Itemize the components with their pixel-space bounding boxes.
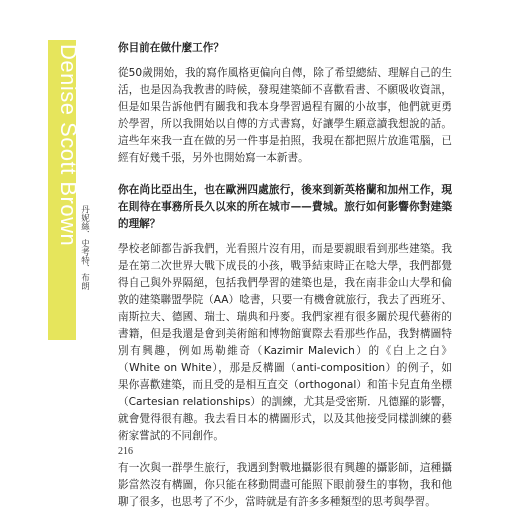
side-subtitle: 丹妮絲．史考特．布朗 xyxy=(79,205,90,290)
paragraph-gap xyxy=(118,445,452,460)
answer-1: 從50歲開始，我的寫作風格更偏向自傳，除了希望總結、理解自己的生活，也是因為我教書的時候，發現建築師不喜歡看書、不願吸收資訊，但是如果告訴他們有關我和我本身學習過程有關的小故事，他們就更勇於學習，所以我開始以自傳的方式書寫，好讓學生願意讀我想說的話。這些年來我一直在做的另一件事是拍照，我現在都把照片放進電腦，已經有好幾千張，另外也開始寫一本新書。 xyxy=(118,67,452,164)
page-number: 216 xyxy=(118,446,133,457)
answer-2: 學校老師都告訴我們，光看照片沒有用，而是要親眼看到那些建築。我是在第二次世界大戰下成長的小孩，戰爭結束時正在唸大學，我們都覺得自己與外界隔絕，包括我們學習的建築也是，我在南非金山大學和倫敦的建築聯盟學院（AA）唸書，只要一有機會就旅行，我去了西班牙、南斯拉夫、德國、瑞士、瑞典和丹麥。我們家裡有很多關於現代藝術的書籍，但是我還是會到美術館和博物館實際去看那些作品，我對構圖特別有興趣，例如馬勒維奇（Kazimir Malevich）的《白上之白》（White on White），那是反構圖（anti-composition）的例子，如果你喜歡建築，而且受的是相互直交（orthogonal）和笛卡兒直角坐標（Cartesian relationships）的訓練，尤其是受密斯．凡德羅的影響，就會覺得很有趣。我去看日本的構圖形式，以及其他接受同樣訓練的藝術家嘗試的不同創作。 xyxy=(118,243,452,442)
question-2: 你在尚比亞出生，也在歐洲四處旅行，後來到新英格蘭和加州工作，現在則待在事務所長久以來的所在城市——費城。旅行如何影響你對建築的理解？ xyxy=(118,184,452,230)
side-title: Denise Scott Brown xyxy=(56,44,81,247)
question-1: 你目前在做什麼工作？ xyxy=(118,42,224,54)
main-text-column xyxy=(118,40,452,511)
paragraph-gap xyxy=(118,167,452,182)
answer-3: 有一次與一群學生旅行，我遇到對戰地攝影很有興趣的攝影師，這種攝影當然沒有構圖，你只能在移動間盡可能照下眼前發生的事物，我和他聊了很多，也思考了不少，當時就是有許多多種類型的思考與學習。 xyxy=(118,462,452,508)
